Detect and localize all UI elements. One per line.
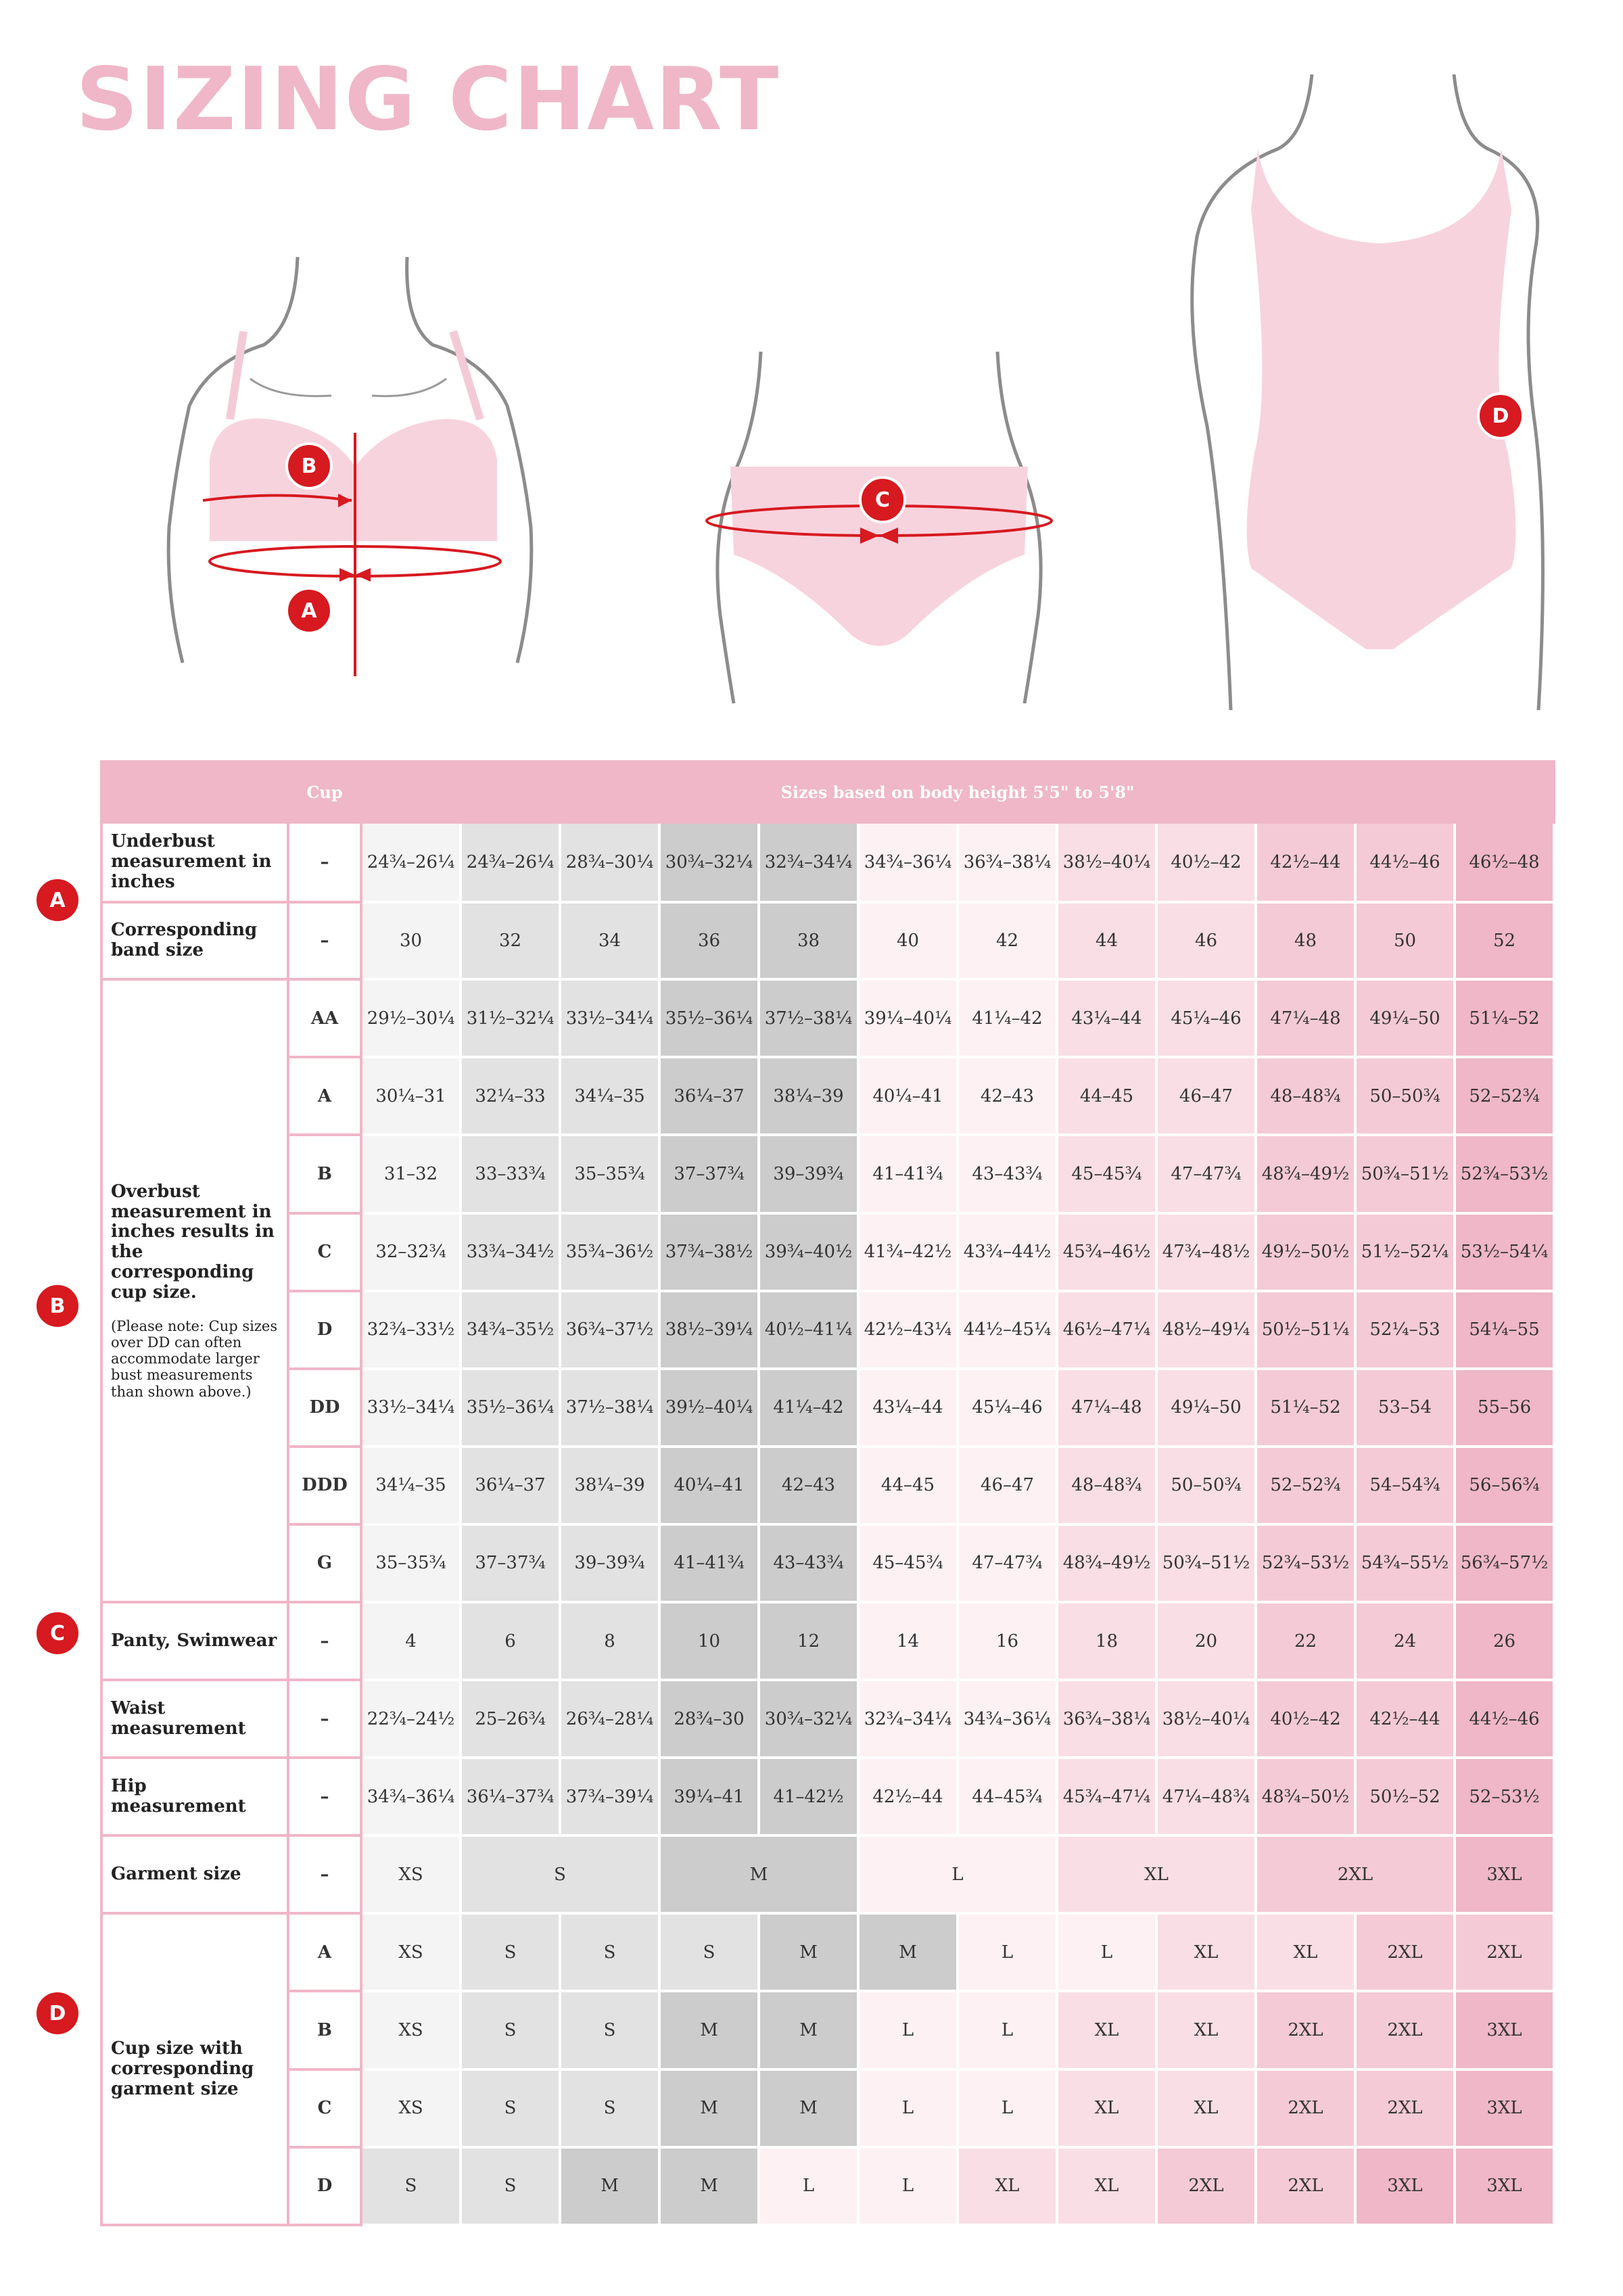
value-cell: 53½–54¼ bbox=[1455, 1213, 1554, 1291]
value-cell: 31½–32¼ bbox=[461, 979, 560, 1057]
value-cell: 35½–36¼ bbox=[461, 1369, 560, 1447]
value-cell: 43–43¾ bbox=[958, 1135, 1057, 1213]
value-cell: 30¾–32¼ bbox=[659, 822, 759, 902]
value-cell: 39¼–41 bbox=[659, 1758, 759, 1835]
cup-cell: D bbox=[288, 2147, 361, 2225]
marker-c-badge: C bbox=[859, 476, 906, 523]
value-cell: 42½–44 bbox=[1355, 1680, 1455, 1758]
value-cell: 53–54 bbox=[1355, 1369, 1455, 1447]
value-cell: XL bbox=[1057, 1991, 1156, 2069]
value-cell: 50 bbox=[1355, 902, 1455, 979]
value-cell: S bbox=[560, 2069, 659, 2147]
row-marker-d: D bbox=[34, 1990, 81, 2037]
value-cell: 36¼–37 bbox=[461, 1447, 560, 1524]
value-cell: 36¾–38¼ bbox=[1057, 1680, 1156, 1758]
value-cell: M bbox=[659, 1991, 759, 2069]
garment-cell-l: L bbox=[858, 1835, 1057, 1913]
value-cell: 54–54¾ bbox=[1355, 1447, 1455, 1524]
value-cell: 30¾–32¼ bbox=[759, 1680, 858, 1758]
value-cell: 33¾–34½ bbox=[461, 1213, 560, 1291]
value-cell: 52–52¾ bbox=[1455, 1057, 1554, 1135]
value-cell: 24¾–26¼ bbox=[361, 822, 461, 902]
value-cell: 42–43 bbox=[759, 1447, 858, 1524]
value-cell: 56–56¾ bbox=[1455, 1447, 1554, 1524]
value-cell: 48¾–50½ bbox=[1256, 1758, 1355, 1835]
header-sizes: Sizes based on body height 5'5" to 5'8" bbox=[361, 762, 1554, 822]
value-cell: 20 bbox=[1156, 1602, 1256, 1680]
value-cell: 26 bbox=[1455, 1602, 1554, 1680]
value-cell: 22 bbox=[1256, 1602, 1355, 1680]
value-cell: L bbox=[759, 2147, 858, 2225]
value-cell: 37½–38¼ bbox=[759, 979, 858, 1057]
value-cell: 2XL bbox=[1156, 2147, 1256, 2225]
value-cell: 3XL bbox=[1355, 2147, 1455, 2225]
value-cell: 37–37¾ bbox=[659, 1135, 759, 1213]
row-marker-b: B bbox=[34, 1282, 81, 1330]
value-cell: S bbox=[461, 1913, 560, 1991]
value-cell: 52¾–53½ bbox=[1455, 1135, 1554, 1213]
brief-figure bbox=[683, 345, 1075, 710]
value-cell: 47¼–48 bbox=[1057, 1369, 1156, 1447]
value-cell: 41¼–42 bbox=[958, 979, 1057, 1057]
cup-cell: – bbox=[288, 902, 361, 979]
value-cell: 44½–46 bbox=[1455, 1680, 1554, 1758]
value-cell: XS bbox=[361, 1913, 461, 1991]
value-cell: XL bbox=[1156, 1913, 1256, 1991]
value-cell: 2XL bbox=[1355, 1913, 1455, 1991]
value-cell: XS bbox=[361, 1991, 461, 2069]
value-cell: 2XL bbox=[1355, 1991, 1455, 2069]
cup-cell: A bbox=[288, 1913, 361, 1991]
cup-cell: C bbox=[288, 1213, 361, 1291]
value-cell: 33–33¾ bbox=[461, 1135, 560, 1213]
value-cell: 49¼–50 bbox=[1156, 1369, 1256, 1447]
value-cell: L bbox=[858, 1991, 958, 2069]
value-cell: 40½–42 bbox=[1156, 822, 1256, 902]
value-cell: 46–47 bbox=[1156, 1057, 1256, 1135]
value-cell: 47¼–48 bbox=[1256, 979, 1355, 1057]
value-cell: M bbox=[858, 1913, 958, 1991]
value-cell: 32¾–33½ bbox=[361, 1291, 461, 1369]
value-cell: 30¼–31 bbox=[361, 1057, 461, 1135]
cup-cell: AA bbox=[288, 979, 361, 1057]
value-cell: 49¼–50 bbox=[1355, 979, 1455, 1057]
value-cell: 48¾–49½ bbox=[1057, 1524, 1156, 1602]
value-cell: 22¾–24½ bbox=[361, 1680, 461, 1758]
value-cell: S bbox=[659, 1913, 759, 1991]
value-cell: 51½–52¼ bbox=[1355, 1213, 1455, 1291]
value-cell: 36 bbox=[659, 902, 759, 979]
value-cell: 42½–43¼ bbox=[858, 1291, 958, 1369]
value-cell: 46½–48 bbox=[1455, 822, 1554, 902]
value-cell: 37–37¾ bbox=[461, 1524, 560, 1602]
value-cell: M bbox=[759, 2069, 858, 2147]
value-cell: 38½–40¼ bbox=[1156, 1680, 1256, 1758]
value-cell: 32¼–33 bbox=[461, 1057, 560, 1135]
value-cell: 34¾–35½ bbox=[461, 1291, 560, 1369]
value-cell: 26¾–28¼ bbox=[560, 1680, 659, 1758]
garment-cell-s: S bbox=[461, 1835, 659, 1913]
value-cell: 3XL bbox=[1455, 2147, 1554, 2225]
cup-cell: G bbox=[288, 1524, 361, 1602]
value-cell: 45¾–46½ bbox=[1057, 1213, 1156, 1291]
value-cell: 48 bbox=[1256, 902, 1355, 979]
row-marker-a: A bbox=[34, 876, 81, 924]
value-cell: 47¾–48½ bbox=[1156, 1213, 1256, 1291]
value-cell: 31–32 bbox=[361, 1135, 461, 1213]
value-cell: 37¾–38½ bbox=[659, 1213, 759, 1291]
value-cell: 44 bbox=[1057, 902, 1156, 979]
cup-cell: B bbox=[288, 1135, 361, 1213]
value-cell: 38½–40¼ bbox=[1057, 822, 1156, 902]
value-cell: 40¼–41 bbox=[858, 1057, 958, 1135]
value-cell: 41¾–42½ bbox=[858, 1213, 958, 1291]
value-cell: 56¾–57½ bbox=[1455, 1524, 1554, 1602]
value-cell: S bbox=[461, 2147, 560, 2225]
value-cell: 40½–41¼ bbox=[759, 1291, 858, 1369]
value-cell: 2XL bbox=[1256, 1991, 1355, 2069]
value-cell: 28¾–30¼ bbox=[560, 822, 659, 902]
value-cell: 34¾–36¼ bbox=[958, 1680, 1057, 1758]
value-cell: XL bbox=[1156, 2069, 1256, 2147]
value-cell: 45¾–47¼ bbox=[1057, 1758, 1156, 1835]
row-label-garment: Garment size bbox=[101, 1835, 288, 1913]
value-cell: 52 bbox=[1455, 902, 1554, 979]
value-cell: 40 bbox=[858, 902, 958, 979]
cup-cell: – bbox=[288, 1680, 361, 1758]
value-cell: 41–41¾ bbox=[659, 1524, 759, 1602]
value-cell: 32¾–34¼ bbox=[858, 1680, 958, 1758]
value-cell: M bbox=[759, 1913, 858, 1991]
value-cell: S bbox=[560, 1913, 659, 1991]
row-label-underbust: Underbust measurement in inches bbox=[101, 822, 288, 902]
value-cell: 42–43 bbox=[958, 1057, 1057, 1135]
value-cell: L bbox=[958, 1991, 1057, 2069]
value-cell: 44–45 bbox=[1057, 1057, 1156, 1135]
value-cell: 36¼–37 bbox=[659, 1057, 759, 1135]
value-cell: 51¼–52 bbox=[1256, 1369, 1355, 1447]
value-cell: 48½–49¼ bbox=[1156, 1291, 1256, 1369]
row-marker-c: C bbox=[34, 1610, 81, 1657]
value-cell: 34¼–35 bbox=[361, 1447, 461, 1524]
value-cell: 2XL bbox=[1355, 2069, 1455, 2147]
value-cell: 55–56 bbox=[1455, 1369, 1554, 1447]
value-cell: 37½–38¼ bbox=[560, 1369, 659, 1447]
value-cell: 2XL bbox=[1256, 2069, 1355, 2147]
value-cell: 35½–36¼ bbox=[659, 979, 759, 1057]
cup-cell: DDD bbox=[288, 1447, 361, 1524]
value-cell: 43¼–44 bbox=[858, 1369, 958, 1447]
sizing-table bbox=[100, 760, 1555, 2226]
value-cell: 32–32¾ bbox=[361, 1213, 461, 1291]
garment-cell-m: M bbox=[659, 1835, 858, 1913]
value-cell: S bbox=[461, 1991, 560, 2069]
value-cell: 33½–34¼ bbox=[560, 979, 659, 1057]
value-cell: 44½–45¼ bbox=[958, 1291, 1057, 1369]
garment-cell-2xl: 2XL bbox=[1256, 1835, 1455, 1913]
value-cell: 24¾–26¼ bbox=[461, 822, 560, 902]
cup-cell: A bbox=[288, 1057, 361, 1135]
value-cell: 43–43¾ bbox=[759, 1524, 858, 1602]
value-cell: 49½–50½ bbox=[1256, 1213, 1355, 1291]
value-cell: 43¾–44½ bbox=[958, 1213, 1057, 1291]
marker-d-badge: D bbox=[1477, 392, 1524, 440]
value-cell: 18 bbox=[1057, 1602, 1156, 1680]
value-cell: 34¼–35 bbox=[560, 1057, 659, 1135]
value-cell: 30 bbox=[361, 902, 461, 979]
value-cell: 34 bbox=[560, 902, 659, 979]
cup-cell: – bbox=[288, 1602, 361, 1680]
value-cell: XS bbox=[361, 2069, 461, 2147]
value-cell: S bbox=[461, 2069, 560, 2147]
value-cell: 37¾–39¼ bbox=[560, 1758, 659, 1835]
value-cell: XL bbox=[1057, 2147, 1156, 2225]
value-cell: 32¾–34¼ bbox=[759, 822, 858, 902]
value-cell: 35–35¾ bbox=[361, 1524, 461, 1602]
value-cell: 50½–52 bbox=[1355, 1758, 1455, 1835]
value-cell: L bbox=[1057, 1913, 1156, 1991]
garment-cell-xs: XS bbox=[361, 1835, 461, 1913]
value-cell: 36¾–37½ bbox=[560, 1291, 659, 1369]
value-cell: 25–26¾ bbox=[461, 1680, 560, 1758]
value-cell: 45¼–46 bbox=[1156, 979, 1256, 1057]
overbust-label-text: Overbust measurement in inches results in the corresponding cup size. bbox=[111, 1181, 275, 1303]
garment-cell-xl: XL bbox=[1057, 1835, 1256, 1913]
value-cell: 52–52¾ bbox=[1256, 1447, 1355, 1524]
row-label-waist: Waist measurement bbox=[101, 1680, 288, 1758]
value-cell: 50–50¾ bbox=[1355, 1057, 1455, 1135]
value-cell: 48¾–49½ bbox=[1256, 1135, 1355, 1213]
value-cell: 42 bbox=[958, 902, 1057, 979]
value-cell: 3XL bbox=[1455, 1991, 1554, 2069]
value-cell: 12 bbox=[759, 1602, 858, 1680]
value-cell: 39¼–40¼ bbox=[858, 979, 958, 1057]
value-cell: 42½–44 bbox=[858, 1758, 958, 1835]
value-cell: 38¼–39 bbox=[759, 1057, 858, 1135]
value-cell: 54¾–55½ bbox=[1355, 1524, 1455, 1602]
value-cell: 48–48¾ bbox=[1256, 1057, 1355, 1135]
value-cell: 43¼–44 bbox=[1057, 979, 1156, 1057]
value-cell: 34¾–36¼ bbox=[858, 822, 958, 902]
value-cell: 45–45¾ bbox=[858, 1524, 958, 1602]
overbust-note: (Please note: Cup sizes over DD can often accommodate larger bust measurements than shown above.) bbox=[111, 1317, 278, 1400]
value-cell: 52¼–53 bbox=[1355, 1291, 1455, 1369]
value-cell: M bbox=[659, 2147, 759, 2225]
value-cell: L bbox=[958, 2069, 1057, 2147]
value-cell: 54¼–55 bbox=[1455, 1291, 1554, 1369]
value-cell: 44½–46 bbox=[1355, 822, 1455, 902]
value-cell: 50¾–51½ bbox=[1355, 1135, 1455, 1213]
value-cell: 29½–30¼ bbox=[361, 979, 461, 1057]
value-cell: 14 bbox=[858, 1602, 958, 1680]
value-cell: 52–53½ bbox=[1455, 1758, 1554, 1835]
value-cell: 39¾–40½ bbox=[759, 1213, 858, 1291]
cup-cell: C bbox=[288, 2069, 361, 2147]
cup-cell: DD bbox=[288, 1369, 361, 1447]
value-cell: 42½–44 bbox=[1256, 822, 1355, 902]
cup-cell: – bbox=[288, 1835, 361, 1913]
row-label-band: Corresponding band size bbox=[101, 902, 288, 979]
value-cell: 39–39¾ bbox=[759, 1135, 858, 1213]
value-cell: 45¼–46 bbox=[958, 1369, 1057, 1447]
value-cell: 35¾–36½ bbox=[560, 1213, 659, 1291]
value-cell: 38 bbox=[759, 902, 858, 979]
cup-cell: D bbox=[288, 1291, 361, 1369]
value-cell: 6 bbox=[461, 1602, 560, 1680]
value-cell: 38½–39¼ bbox=[659, 1291, 759, 1369]
value-cell: 47–47¾ bbox=[958, 1524, 1057, 1602]
value-cell: 24 bbox=[1355, 1602, 1455, 1680]
cup-cell: – bbox=[288, 822, 361, 902]
value-cell: 35–35¾ bbox=[560, 1135, 659, 1213]
value-cell: XL bbox=[1256, 1913, 1355, 1991]
value-cell: 47–47¾ bbox=[1156, 1135, 1256, 1213]
value-cell: 47¼–48¾ bbox=[1156, 1758, 1256, 1835]
value-cell: 39½–40¼ bbox=[659, 1369, 759, 1447]
marker-b-badge: B bbox=[285, 442, 333, 490]
value-cell: 16 bbox=[958, 1602, 1057, 1680]
value-cell: M bbox=[759, 1991, 858, 2069]
value-cell: L bbox=[858, 2147, 958, 2225]
garment-cell-3xl: 3XL bbox=[1455, 1835, 1554, 1913]
value-cell: 50–50¾ bbox=[1156, 1447, 1256, 1524]
value-cell: 10 bbox=[659, 1602, 759, 1680]
value-cell: 2XL bbox=[1455, 1913, 1554, 1991]
value-cell: 36¾–38¼ bbox=[958, 822, 1057, 902]
value-cell: L bbox=[958, 1913, 1057, 1991]
marker-a-badge: A bbox=[285, 587, 333, 634]
value-cell: 4 bbox=[361, 1602, 461, 1680]
value-cell: 46–47 bbox=[958, 1447, 1057, 1524]
value-cell: 41¼–42 bbox=[759, 1369, 858, 1447]
value-cell: 46 bbox=[1156, 902, 1256, 979]
cup-cell: B bbox=[288, 1991, 361, 2069]
value-cell: 41–42½ bbox=[759, 1758, 858, 1835]
value-cell: 44–45 bbox=[858, 1447, 958, 1524]
value-cell: XL bbox=[1057, 2069, 1156, 2147]
value-cell: 28¾–30 bbox=[659, 1680, 759, 1758]
value-cell: 45–45¾ bbox=[1057, 1135, 1156, 1213]
bra-figure bbox=[128, 243, 561, 676]
value-cell: 48–48¾ bbox=[1057, 1447, 1156, 1524]
cup-cell: – bbox=[288, 1758, 361, 1835]
value-cell: 34¾–36¼ bbox=[361, 1758, 461, 1835]
value-cell: XL bbox=[958, 2147, 1057, 2225]
value-cell: 52¾–53½ bbox=[1256, 1524, 1355, 1602]
page-title: SIZING CHART bbox=[76, 49, 780, 150]
value-cell: 33½–34¼ bbox=[361, 1369, 461, 1447]
value-cell: 36¼–37¾ bbox=[461, 1758, 560, 1835]
value-cell: S bbox=[361, 2147, 461, 2225]
row-label-hip: Hip measurement bbox=[101, 1758, 288, 1835]
value-cell: 40½–42 bbox=[1256, 1680, 1355, 1758]
value-cell: 8 bbox=[560, 1602, 659, 1680]
row-label-panty: Panty, Swimwear bbox=[101, 1602, 288, 1680]
value-cell: 38¼–39 bbox=[560, 1447, 659, 1524]
value-cell: 44–45¾ bbox=[958, 1758, 1057, 1835]
value-cell: 2XL bbox=[1256, 2147, 1355, 2225]
header-cup: Cup bbox=[288, 762, 361, 822]
row-label-cup-garment: Cup size with corresponding garment size bbox=[101, 1913, 288, 2225]
value-cell: 41–41¾ bbox=[858, 1135, 958, 1213]
value-cell: 40¼–41 bbox=[659, 1447, 759, 1524]
value-cell: L bbox=[858, 2069, 958, 2147]
value-cell: 51¼–52 bbox=[1455, 979, 1554, 1057]
value-cell: 39–39¾ bbox=[560, 1524, 659, 1602]
value-cell: S bbox=[560, 1991, 659, 2069]
value-cell: XL bbox=[1156, 1991, 1256, 2069]
value-cell: 50½–51¼ bbox=[1256, 1291, 1355, 1369]
value-cell: 3XL bbox=[1455, 2069, 1554, 2147]
value-cell: 50¾–51½ bbox=[1156, 1524, 1256, 1602]
value-cell: M bbox=[659, 2069, 759, 2147]
value-cell: M bbox=[560, 2147, 659, 2225]
value-cell: 32 bbox=[461, 902, 560, 979]
header-blank bbox=[101, 762, 288, 822]
value-cell: 46½–47¼ bbox=[1057, 1291, 1156, 1369]
row-label-overbust bbox=[101, 979, 288, 1602]
